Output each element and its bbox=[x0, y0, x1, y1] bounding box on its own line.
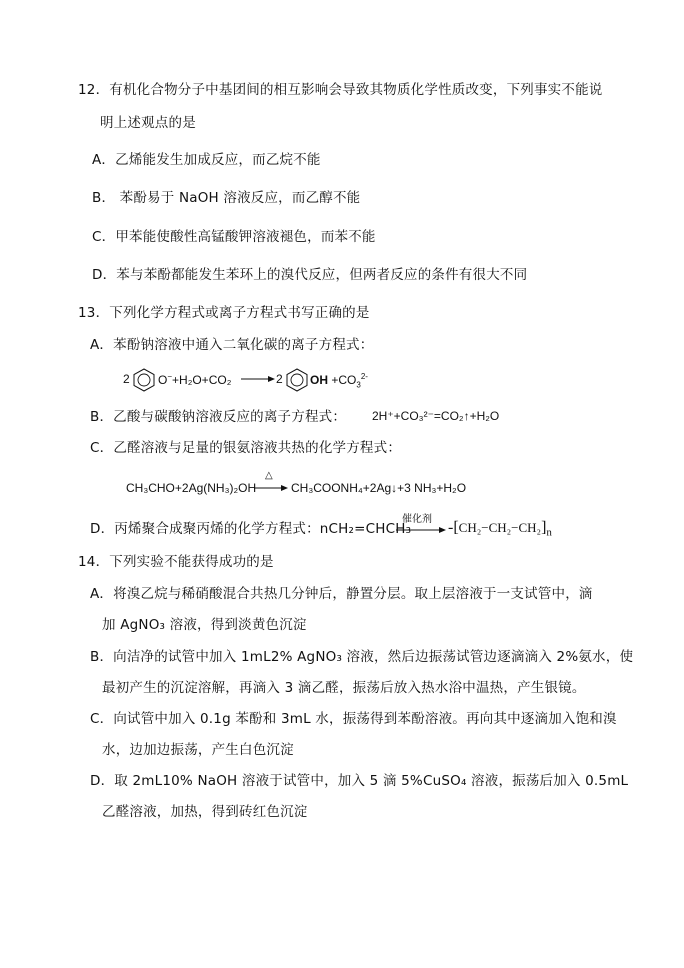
q13-stem: 13．下列化学方程式或离子方程式书写正确的是 bbox=[78, 305, 370, 321]
q13-option-c: C．乙醛溶液与足量的银氨溶液共热的化学方程式： bbox=[90, 440, 402, 456]
q13-a-product-tail: +CO bbox=[331, 373, 357, 387]
q13-option-a: A．苯酚钠溶液中通入二氧化碳的离子方程式： bbox=[90, 337, 374, 353]
q13-a-o: O bbox=[158, 373, 168, 387]
reaction-arrow-icon bbox=[254, 483, 288, 493]
q13-a-reactants-tail: +H₂O+CO₂ bbox=[172, 373, 232, 387]
q13-d-catalyst: 催化剂 bbox=[402, 514, 432, 525]
q12-stem-line1: 12．有机化合物分子中基团间的相互影响会导致其物质化学性质改变，下列事实不能说 bbox=[78, 82, 603, 98]
q14-option-a-line2: 加 AgNO₃ 溶液，得到淡黄色沉淀 bbox=[102, 617, 307, 633]
q13-d-n: n bbox=[546, 526, 552, 539]
q13-a-minus: − bbox=[167, 372, 173, 381]
q13-a-coef2: 2 bbox=[276, 372, 283, 386]
q13-a-coef1: 2 bbox=[123, 372, 130, 386]
q12-option-b: B． 苯酚易于 NaOH 溶液反应，而乙醇不能 bbox=[92, 190, 361, 206]
q14-option-b-line2: 最初产生的沉淀溶解，再滴入 3 滴乙醛，振荡后放入热水浴中温热，产生银镜。 bbox=[102, 680, 586, 696]
q13-a-co3-sup: 2- bbox=[360, 372, 368, 381]
q13-d-product: $-[CH_2-CH_2-CH_2]_n$ bbox=[448, 519, 552, 539]
benzene-ring-icon bbox=[131, 367, 157, 393]
q13-a-product bbox=[310, 372, 368, 389]
q14-stem: 14．下列实验不能获得成功的是 bbox=[78, 554, 274, 570]
q13-a-phenoxide bbox=[158, 372, 231, 387]
q13-d-chain: CH₂−CH₂−CH₂ bbox=[458, 520, 542, 535]
benzene-ring-icon bbox=[284, 367, 310, 393]
q14-option-c-line2: 水，边加边振荡，产生白色沉淀 bbox=[102, 742, 294, 758]
q12-option-a: A．乙烯能发生加成反应，而乙烷不能 bbox=[92, 152, 321, 168]
q13-a-co3-sub: 3 bbox=[356, 380, 361, 390]
q13-option-b: B．乙酸与碳酸钠溶液反应的离子方程式： bbox=[90, 409, 347, 425]
reaction-arrow-icon bbox=[241, 374, 275, 384]
q12-option-d: D．苯与苯酚都能发生苯环上的溴代反应，但两者反应的条件有很大不同 bbox=[92, 267, 528, 283]
q14-option-b-line1: B．向洁净的试管中加入 1mL2% AgNO₃ 溶液，然后边振荡试管边逐滴滴入 2%氨水，使 bbox=[90, 649, 634, 665]
q13-a-oh: OH bbox=[310, 373, 328, 387]
q13-c-condition: △ bbox=[265, 470, 273, 481]
q14-option-d-line1: D．取 2mL10% NaOH 溶液于试管中，加入 5 滴 5%CuSO₄ 溶液，振荡后加入 0.5mL bbox=[90, 773, 629, 789]
q13-b-equation: 2H⁺+CO₃²⁻=CO₂↑+H₂O bbox=[372, 409, 500, 423]
q14-option-d-line2: 乙醛溶液，加热，得到砖红色沉淀 bbox=[102, 804, 308, 820]
reaction-arrow-icon bbox=[396, 525, 446, 535]
q12-option-c: C．甲苯能使酸性高锰酸钾溶液褪色，而苯不能 bbox=[92, 229, 376, 245]
q14-option-c-line1: C．向试管中加入 0.1g 苯酚和 3mL 水，振荡得到苯酚溶液。再向其中逐滴加入饱和溴 bbox=[90, 711, 617, 727]
q13-c-left: CH₃CHO+2Ag(NH₃)₂OH bbox=[126, 481, 257, 495]
q14-option-a-line1: A．将溴乙烷与稀硝酸混合共热几分钟后，静置分层。取上层溶液于一支试管中，滴 bbox=[90, 586, 593, 602]
q13-option-d: D．丙烯聚合成聚丙烯的化学方程式：nCH₂=CHCH₃ bbox=[90, 521, 412, 537]
q12-stem-line2: 明上述观点的是 bbox=[100, 115, 196, 131]
q13-c-right: CH₃COONH₄+2Ag↓+3 NH₃+H₂O bbox=[291, 481, 467, 495]
